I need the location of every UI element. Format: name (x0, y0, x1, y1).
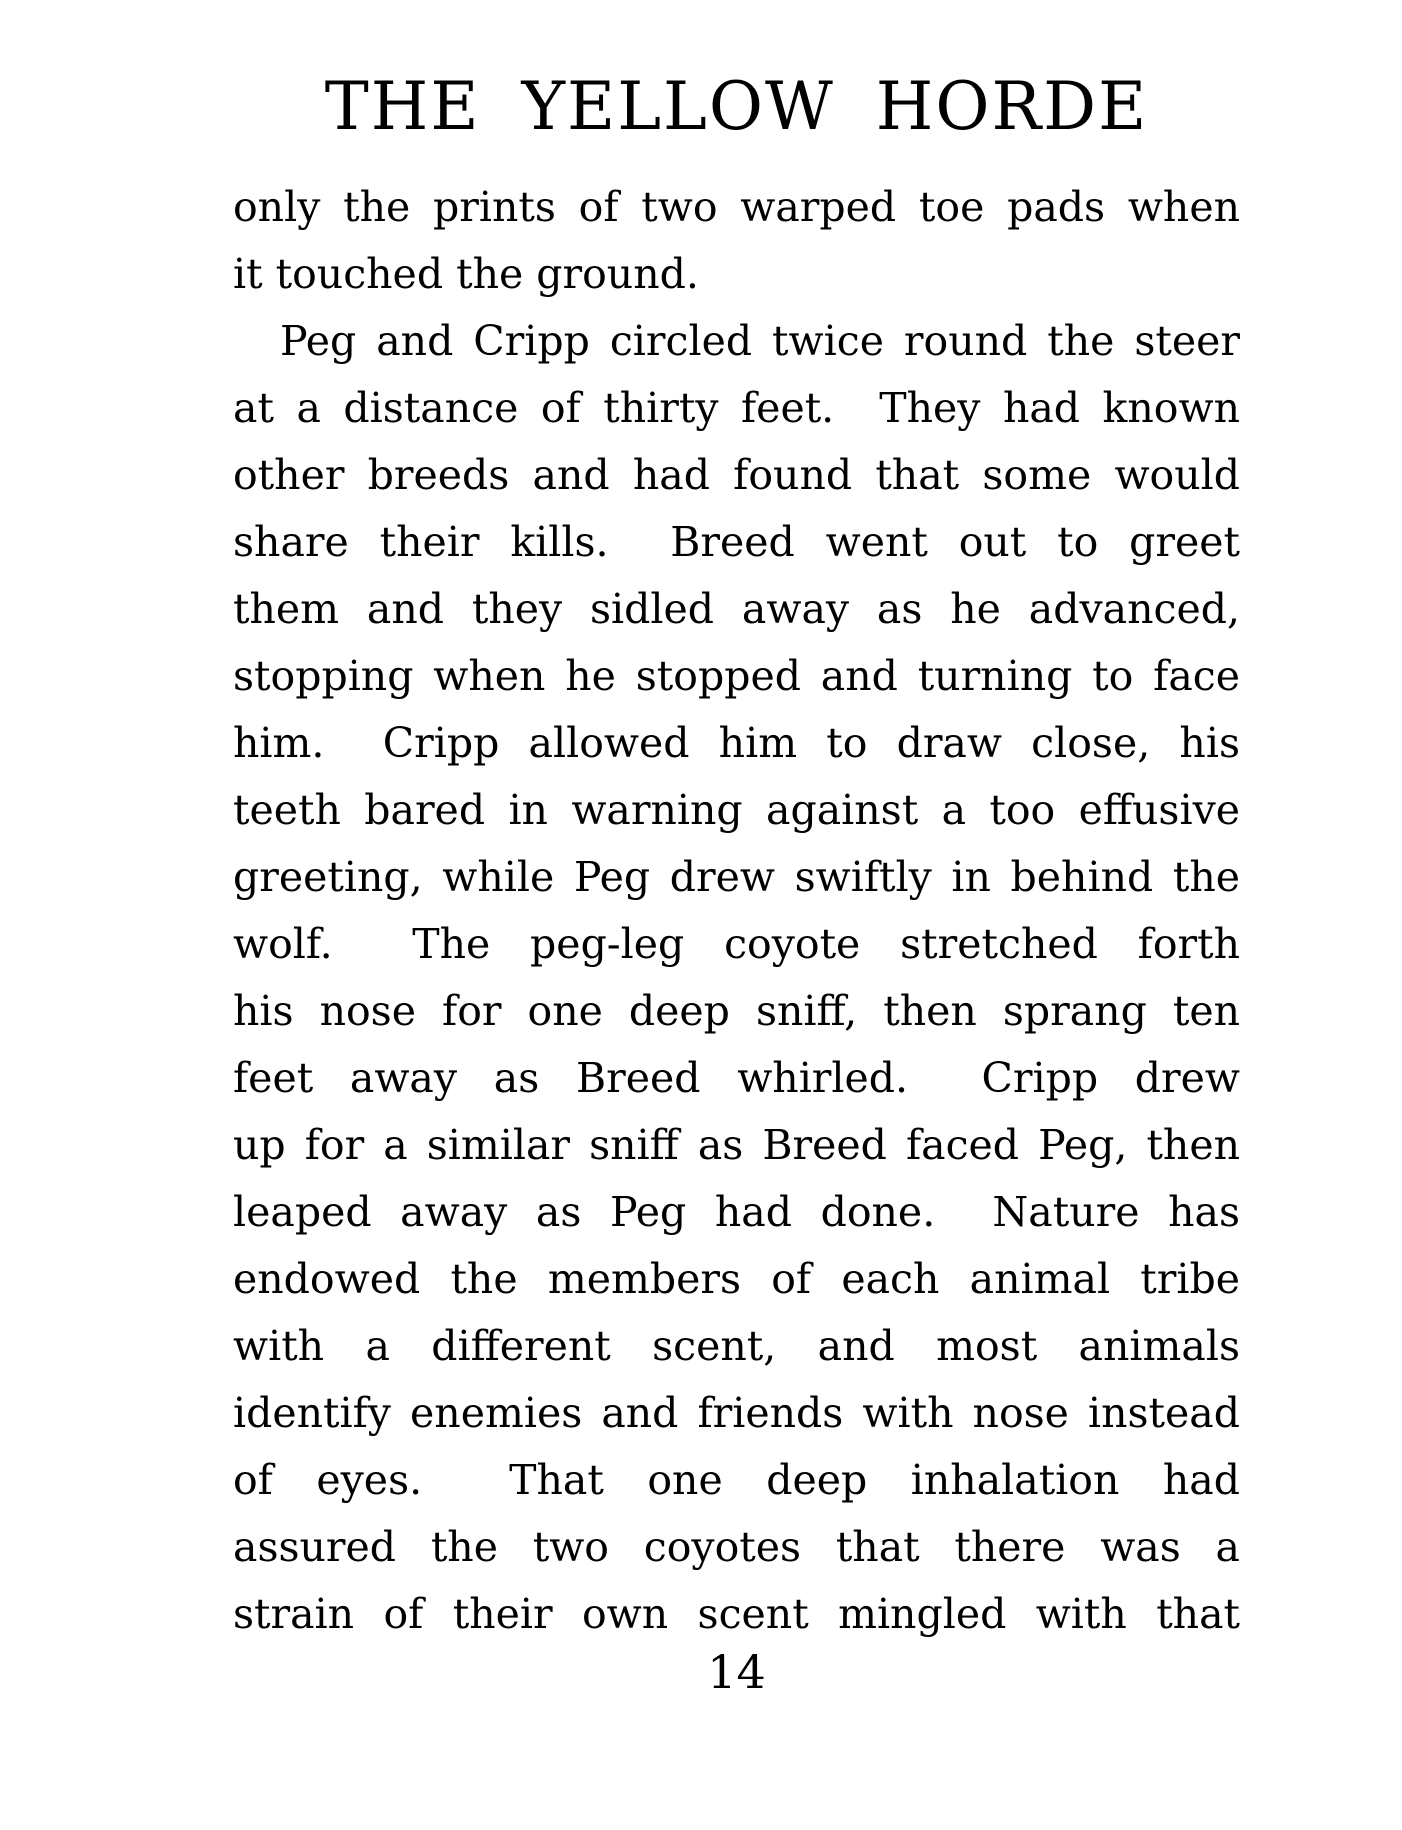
text-line: with a different scent, and most animals (233, 1322, 1240, 1370)
page-heading: THE YELLOW HORDE (324, 68, 1149, 145)
text-line: identify enemies and friends with nose instead (233, 1389, 1240, 1437)
text-line: assured the two coyotes that there was a (233, 1523, 1240, 1571)
text-line: them and they sidled away as he advanced, (233, 585, 1240, 633)
page-number: 14 (707, 1645, 766, 1699)
text-line: share their kills. Breed went out to greet (233, 518, 1240, 566)
text-line: his nose for one deep sniff, then sprang ten (233, 987, 1240, 1035)
text-line: stopping when he stopped and turning to face (233, 652, 1240, 700)
paragraph (233, 174, 1240, 308)
text-line: other breeds and had found that some would (233, 451, 1240, 499)
paragraph (233, 308, 1240, 1648)
text-line: leaped away as Peg had done. Nature has (233, 1188, 1240, 1236)
text-line: him. Cripp allowed him to draw close, his (233, 719, 1240, 767)
text-line: only the prints of two warped toe pads when (233, 183, 1240, 231)
text-line: feet away as Breed whirled. Cripp drew (233, 1054, 1240, 1102)
text-line: up for a similar sniff as Breed faced Peg, then (233, 1121, 1240, 1169)
text-block (233, 174, 1240, 1648)
text-line: endowed the members of each animal tribe (233, 1255, 1240, 1303)
text-line: strain of their own scent mingled with that (233, 1590, 1240, 1638)
text-line: Peg and Cripp circled twice round the steer (280, 317, 1240, 365)
text-line: teeth bared in warning against a too effusive (233, 786, 1240, 834)
text-line: at a distance of thirty feet. They had known (233, 384, 1240, 432)
text-line: greeting, while Peg drew swiftly in behind the (233, 853, 1240, 901)
text-line: it touched the ground. (233, 250, 699, 298)
text-line: of eyes. That one deep inhalation had (233, 1456, 1240, 1504)
text-line: wolf. The peg-leg coyote stretched forth (233, 920, 1240, 968)
